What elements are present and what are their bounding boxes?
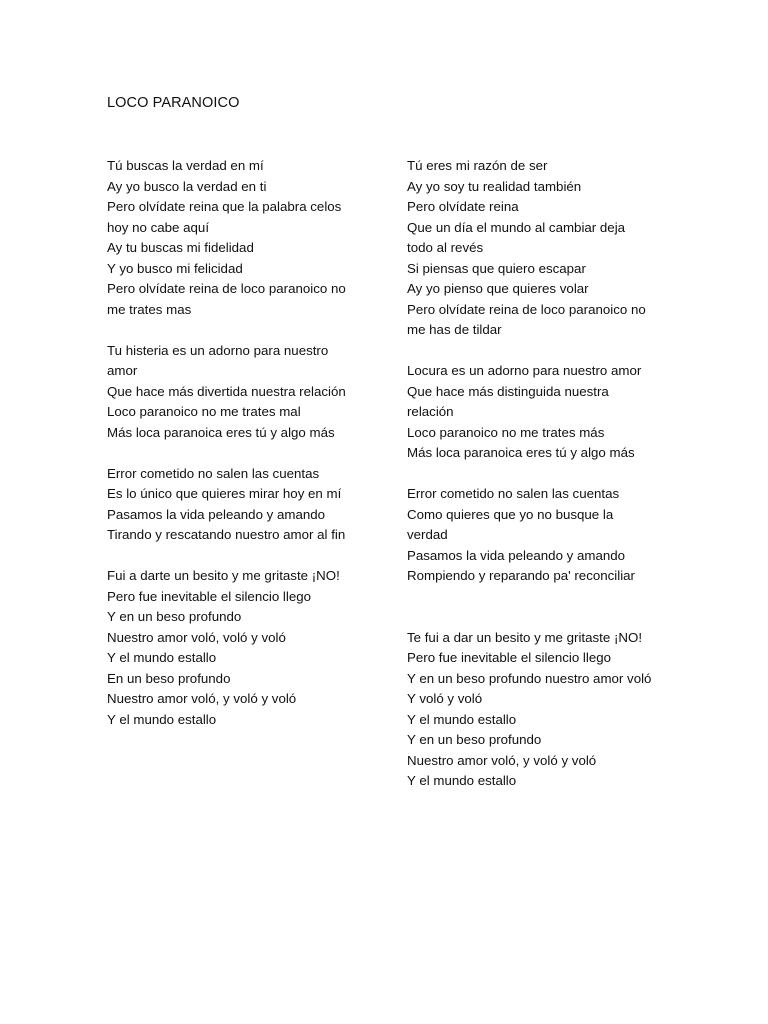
right-lyric-line: Rompiendo y reparando pa' reconciliar bbox=[407, 568, 635, 583]
right-lyric-line: Loco paranoico no me trates más bbox=[407, 424, 605, 440]
left-lyric-line: Tirando y rescatando nuestro amor al fin bbox=[107, 527, 346, 542]
left-lyric-line: Pero olvídate reina de loco paranoico no bbox=[107, 281, 346, 296]
right-lyric-line: Y en un beso profundo bbox=[407, 732, 542, 747]
right-lyric-line: Locura es un adorno para nuestro amor bbox=[407, 363, 642, 378]
right-lyric-line: Que un día el mundo al cambiar deja bbox=[407, 219, 626, 235]
left-lyric-line: Y el mundo estallo bbox=[107, 711, 217, 727]
left-lyric-line: Más loca paranoica eres tú y algo más bbox=[107, 424, 335, 440]
right-lyric-line: Error cometido no salen las cuentas bbox=[407, 486, 620, 501]
right-lyric-line: Más loca paranoica eres tú y algo más bbox=[407, 445, 635, 460]
left-lyric-line: Ay tu buscas mi fidelidad bbox=[107, 240, 254, 255]
left-lyric-line: Y el mundo estallo bbox=[107, 650, 217, 665]
right-lyric-line: Pasamos la vida peleando y amando bbox=[407, 547, 626, 563]
left-lyric-line: Error cometido no salen las cuentas bbox=[107, 465, 320, 481]
left-blank-line bbox=[107, 546, 367, 567]
right-lyric-line: me has de tildar bbox=[407, 322, 502, 337]
song-title: LOCO PARANOICO bbox=[107, 95, 240, 111]
left-lyric-line: Fui a darte un besito y me gritaste ¡NO! bbox=[107, 568, 340, 583]
right-lyric-line: todo al revés bbox=[407, 240, 484, 255]
right-lyric-line: Pero fue inevitable el silencio llego bbox=[407, 650, 612, 665]
left-lyric-line: Pero olvídate reina que la palabra celos bbox=[107, 199, 342, 214]
right-lyric-line: Y voló y voló bbox=[407, 691, 483, 706]
left-lyric-line: me trates mas bbox=[107, 301, 192, 317]
right-lyric-line: Si piensas que quiero escapar bbox=[407, 260, 586, 276]
right-blank-line bbox=[407, 464, 667, 485]
left-lyric-line: Que hace más divertida nuestra relación bbox=[107, 383, 346, 399]
left-lyric-line: Loco paranoico no me trates mal bbox=[107, 404, 301, 419]
left-lyric-line: Y yo busco mi felicidad bbox=[107, 260, 243, 276]
right-blank-line bbox=[407, 607, 667, 628]
left-blank-line bbox=[107, 443, 367, 464]
right-lyric-line: Como quieres que yo no busque la bbox=[407, 506, 614, 522]
right-blank-line bbox=[407, 587, 667, 608]
left-lyric-line: hoy no cabe aquí bbox=[107, 219, 210, 235]
lyrics-column-right bbox=[407, 156, 667, 792]
right-lyric-line: Te fui a dar un besito y me gritaste ¡NO! bbox=[407, 629, 643, 645]
left-lyric-line: amor bbox=[107, 363, 138, 378]
right-lyric-line: Y en un beso profundo nuestro amor voló bbox=[407, 670, 652, 686]
right-lyric-line: Que hace más distinguida nuestra bbox=[407, 383, 609, 399]
right-lyric-line: verdad bbox=[407, 527, 448, 542]
left-lyric-line: En un beso profundo bbox=[107, 670, 231, 686]
right-blank-line bbox=[407, 341, 667, 362]
right-lyric-line: relación bbox=[407, 404, 454, 419]
left-lyric-line: Pero fue inevitable el silencio llego bbox=[107, 588, 312, 604]
right-lyric-line: Nuestro amor voló, y voló y voló bbox=[407, 752, 597, 768]
right-lyric-line: Tú eres mi razón de ser bbox=[407, 158, 548, 173]
left-lyric-line: Nuestro amor voló, voló y voló bbox=[107, 629, 286, 645]
lyrics-column-left bbox=[107, 156, 367, 730]
left-lyric-line: Tu histeria es un adorno para nuestro bbox=[107, 342, 329, 358]
left-lyric-line: Ay yo busco la verdad en ti bbox=[107, 178, 267, 194]
right-lyric-line: Ay yo soy tu realidad también bbox=[407, 178, 582, 194]
right-lyric-line: Y el mundo estallo bbox=[407, 711, 517, 727]
left-lyric-line: Tú buscas la verdad en mí bbox=[107, 158, 264, 173]
left-lyric-line: Pasamos la vida peleando y amando bbox=[107, 506, 326, 522]
right-lyric-line: Pero olvídate reina de loco paranoico no bbox=[407, 301, 646, 317]
right-lyric-line: Ay yo pienso que quieres volar bbox=[407, 281, 589, 296]
right-lyric-line: Y el mundo estallo bbox=[407, 773, 517, 788]
left-lyric-line: Y en un beso profundo bbox=[107, 609, 242, 624]
left-blank-line bbox=[107, 320, 367, 341]
left-lyric-line: Nuestro amor voló, y voló y voló bbox=[107, 691, 297, 706]
right-lyric-line: Pero olvídate reina bbox=[407, 199, 519, 214]
left-lyric-line: Es lo único que quieres mirar hoy en mí bbox=[107, 486, 342, 501]
